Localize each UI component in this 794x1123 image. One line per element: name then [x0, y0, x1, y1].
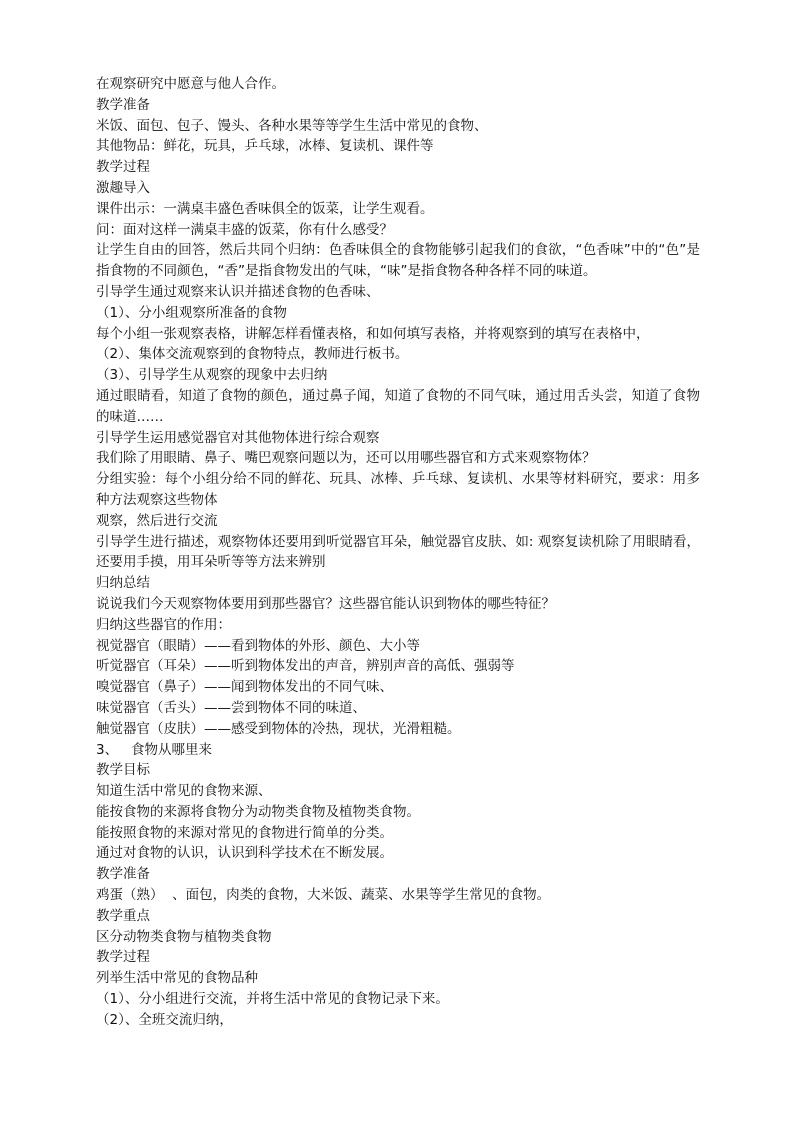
- text-line: 米饭、面包、包子、馒头、各种水果等等学生生活中常见的食物、: [96, 117, 488, 134]
- list-item: （2）、集体交流观察到的食物特点，教师进行板书。: [96, 346, 409, 363]
- text-line: 引导学生运用感觉器官对其他物体进行综合观察: [96, 429, 380, 446]
- text-line: 我们除了用眼睛、鼻子、嘴巴观察问题以为，还可以用哪些器官和方式来观察物体？: [96, 450, 596, 467]
- section-heading: 教学过程: [96, 949, 150, 966]
- list-item: 视觉器官（眼睛）——看到物体的外形、颜色、大小等: [96, 637, 420, 654]
- list-item: （2）、全班交流归纳，: [96, 1011, 233, 1028]
- section-heading: 激趣导入: [96, 179, 150, 196]
- list-item: 嗅觉器官（鼻子）——闻到物体发出的不同气味、: [96, 679, 393, 696]
- text-line: 鸡蛋（熟） 、面包，肉类的食物，大米饭、蔬菜、水果等学生常见的食物。: [96, 887, 551, 904]
- list-item: （1）、分小组进行交流，并将生活中常见的食物记录下来。: [96, 991, 449, 1008]
- text-line: 课件出示：一满桌丰盛色香味俱全的饭菜，让学生观看。: [96, 200, 434, 217]
- text-line: 通过对食物的认识，认识到科学技术在不断发展。: [96, 845, 393, 862]
- section-heading: 教学准备: [96, 866, 150, 883]
- list-item: 味觉器官（舌头）——尝到物体不同的味道、: [96, 699, 366, 716]
- text-line: 其他物品：鲜花，玩具，乒乓球，冰棒、复读机、课件等: [96, 138, 434, 155]
- section-heading: 教学重点: [96, 907, 150, 924]
- list-item: （1）、分小组观察所准备的食物: [96, 304, 287, 321]
- text-paragraph: 分组实验：每个小组分给不同的鲜花、玩具、冰棒、乒乓球、复读机、水果等材料研究，要求：用多种方法观察这些物体: [96, 471, 700, 508]
- section-heading: 教学准备: [96, 96, 150, 113]
- text-line: 在观察研究中愿意与他人合作。: [96, 76, 285, 92]
- text-line: 观察，然后进行交流: [96, 512, 218, 529]
- text-line: 每个小组一张观察表格，讲解怎样看懂表格，和如何填写表格，并将观察到的填写在表格中，: [96, 325, 650, 342]
- list-item: （3）、引导学生从观察的现象中去归纳: [96, 367, 328, 384]
- list-item: 听觉器官（耳朵）——听到物体发出的声音，辨别声音的高低、强弱等: [96, 658, 515, 675]
- text-line: 能按食物的来源将食物分为动物类食物及植物类食物。: [96, 803, 420, 820]
- text-line: 知道生活中常见的食物来源、: [96, 783, 272, 800]
- section-heading: 教学目标: [96, 762, 150, 779]
- chapter-heading: 3、 食物从哪里来: [96, 741, 212, 758]
- text-paragraph: 通过眼睛看，知道了食物的颜色，通过鼻子闻，知道了食物的不同气味，通过用舌头尝，知道了食物的味道……: [96, 387, 700, 425]
- text-line: 能按照食物的来源对常见的食物进行简单的分类。: [96, 824, 393, 841]
- section-heading: 归纳总结: [96, 575, 150, 592]
- text-paragraph: 让学生自由的回答，然后共同个归纳：色香味俱全的食物能够引起我们的食欲，“色香味”中的“色”是指食物的不同颜色，“香”是指食物发出的气味，“味”是指食物各种各样不同的味道。: [96, 242, 700, 280]
- text-line: 引导学生通过观察来认识并描述食物的色香味、: [96, 283, 380, 300]
- text-line: 区分动物类食物与植物类食物: [96, 928, 272, 945]
- text-paragraph: 引导学生进行描述，观察物体还要用到听觉器官耳朵，触觉器官皮肤、如: 观察复读机除了用眼睛看，还要用手摸，用耳朵听等等方法来辨别: [96, 533, 700, 571]
- document-body: [96, 74, 700, 1031]
- text-line: 问：面对这样一满桌丰盛的饭菜，你有什么感受？: [96, 221, 393, 238]
- text-line: 说说我们今天观察物体要用到那些器官？这些器官能认识到物体的哪些特征？: [96, 595, 555, 612]
- list-item: 触觉器官（皮肤）——感受到物体的冷热，现状，光滑粗糙。: [96, 720, 461, 737]
- text-line: 归纳这些器官的作用：: [96, 616, 231, 633]
- text-line: 列举生活中常见的食物品种: [96, 970, 258, 987]
- section-heading: 教学过程: [96, 159, 150, 176]
